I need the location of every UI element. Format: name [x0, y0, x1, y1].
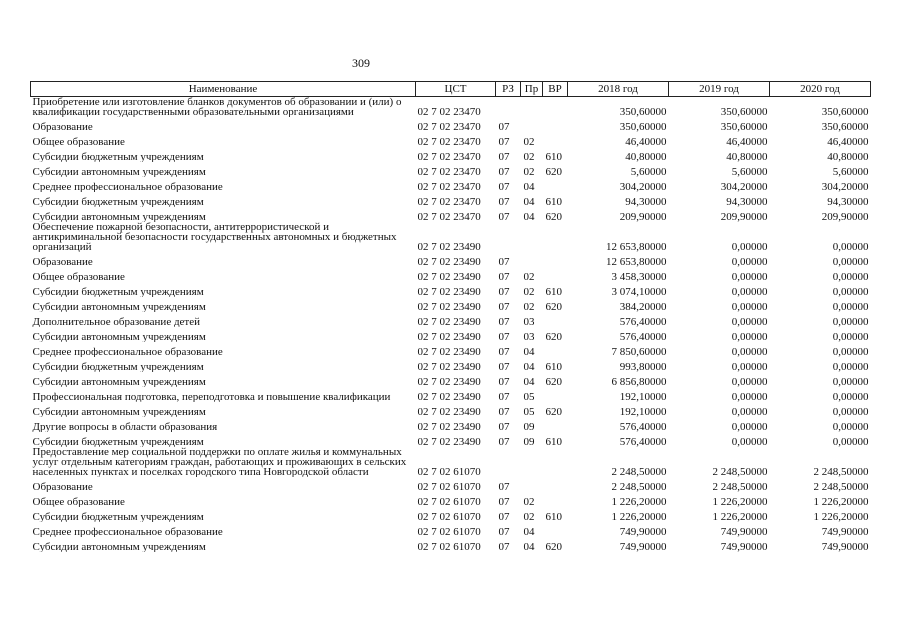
cell-rz: 07	[498, 421, 510, 432]
cell-2020: 749,90000	[821, 526, 869, 537]
cell-2019: 5,60000	[731, 166, 768, 177]
cell-2019: 749,90000	[720, 541, 768, 552]
cell-2018: 749,90000	[619, 541, 667, 552]
header-name: Наименование	[31, 82, 416, 97]
cell-rz: 07	[498, 331, 510, 342]
cell-vr: 610	[545, 151, 562, 162]
cell-rz: 07	[498, 391, 510, 402]
cell-2019: 2 248,50000	[712, 481, 768, 492]
cell-rz: 07	[498, 361, 510, 372]
cell-2018: 5,60000	[630, 166, 667, 177]
cell-pr: 03	[523, 316, 535, 327]
table-row	[31, 522, 871, 537]
cell-2018: 12 653,80000	[606, 241, 667, 252]
cell-pr	[521, 97, 543, 118]
cell-rz: 07	[498, 121, 510, 132]
cell-cst: 02 7 02 61070	[417, 481, 481, 492]
cell-pr: 05	[523, 391, 535, 402]
cell-cst: 02 7 02 23490	[417, 286, 481, 297]
cell-vr	[543, 492, 568, 507]
cell-name: Субсидии автономным учреждениям	[32, 166, 206, 177]
table-row	[31, 297, 871, 312]
cell-2020: 0,00000	[832, 406, 869, 417]
cell-2018: 209,90000	[619, 211, 667, 222]
table-header-row	[31, 82, 871, 97]
cell-rz: 07	[498, 481, 510, 492]
cell-pr: 04	[523, 376, 535, 387]
cell-vr	[543, 342, 568, 357]
table-row	[31, 372, 871, 387]
cell-vr: 620	[545, 331, 562, 342]
cell-vr: 620	[545, 541, 562, 552]
cell-2020: 749,90000	[821, 541, 869, 552]
cell-rz: 07	[498, 151, 510, 162]
cell-name: Среднее профессиональное образование	[32, 526, 223, 537]
table-row	[31, 507, 871, 522]
cell-rz: 07	[498, 211, 510, 222]
table-row	[31, 267, 871, 282]
cell-2019: 40,80000	[726, 151, 768, 162]
cell-cst: 02 7 02 23490	[417, 241, 481, 252]
cell-cst: 02 7 02 23490	[417, 331, 481, 342]
cell-pr: 02	[523, 271, 535, 282]
cell-name: Приобретение или изготовление бланков документов об образовании и (или) о квалификации государственными образовательными организациями	[32, 96, 402, 117]
header-rz: РЗ	[496, 82, 521, 97]
cell-cst: 02 7 02 23470	[417, 121, 481, 132]
cell-name: Образование	[32, 121, 93, 132]
cell-2019: 304,20000	[720, 181, 768, 192]
budget-table	[30, 81, 871, 552]
cell-pr: 03	[523, 331, 535, 342]
cell-2019: 0,00000	[731, 316, 768, 327]
cell-pr: 02	[523, 136, 535, 147]
table-row	[31, 117, 871, 132]
cell-vr: 620	[545, 406, 562, 417]
table-row	[31, 447, 871, 477]
cell-vr	[543, 132, 568, 147]
cell-cst: 02 7 02 61070	[417, 526, 481, 537]
cell-pr: 04	[523, 526, 535, 537]
cell-cst: 02 7 02 23470	[417, 196, 481, 207]
cell-2018: 7 850,60000	[611, 346, 667, 357]
cell-name: Субсидии автономным учреждениям	[32, 301, 206, 312]
cell-name: Общее образование	[32, 271, 125, 282]
table-row	[31, 222, 871, 252]
cell-pr: 02	[523, 511, 535, 522]
cell-pr: 09	[523, 436, 535, 447]
cell-rz: 07	[498, 196, 510, 207]
cell-name: Другие вопросы в области образования	[32, 421, 218, 432]
cell-cst: 02 7 02 23470	[417, 166, 481, 177]
cell-pr: 04	[523, 181, 535, 192]
cell-2019: 0,00000	[731, 346, 768, 357]
cell-rz	[496, 447, 521, 477]
cell-cst: 02 7 02 23470	[417, 181, 481, 192]
cell-2018: 192,10000	[619, 391, 667, 402]
table-row	[31, 207, 871, 222]
table-row	[31, 492, 871, 507]
cell-name: Субсидии автономным учреждениям	[32, 376, 206, 387]
table-row	[31, 357, 871, 372]
cell-name: Субсидии бюджетным учреждениям	[32, 151, 204, 162]
cell-2018: 749,90000	[619, 526, 667, 537]
cell-2020: 46,40000	[827, 136, 869, 147]
cell-vr	[543, 177, 568, 192]
cell-cst: 02 7 02 23470	[417, 106, 481, 117]
cell-2020: 2 248,50000	[813, 481, 869, 492]
cell-rz: 07	[498, 376, 510, 387]
cell-vr	[543, 117, 568, 132]
cell-2020: 209,90000	[821, 211, 869, 222]
cell-2020: 0,00000	[832, 286, 869, 297]
cell-rz: 07	[498, 541, 510, 552]
cell-name: Субсидии бюджетным учреждениям	[32, 196, 204, 207]
cell-vr	[543, 97, 568, 118]
cell-vr: 610	[545, 436, 562, 447]
cell-cst: 02 7 02 23490	[417, 376, 481, 387]
cell-name: Общее образование	[32, 136, 125, 147]
cell-2020: 1 226,20000	[813, 496, 869, 507]
cell-2019: 209,90000	[720, 211, 768, 222]
table-row	[31, 342, 871, 357]
cell-cst: 02 7 02 23490	[417, 391, 481, 402]
cell-2019: 350,60000	[720, 106, 768, 117]
cell-vr	[543, 447, 568, 477]
cell-2020: 0,00000	[832, 316, 869, 327]
cell-pr: 02	[523, 151, 535, 162]
cell-pr: 05	[523, 406, 535, 417]
cell-cst: 02 7 02 23490	[417, 421, 481, 432]
table-row	[31, 312, 871, 327]
cell-pr	[521, 117, 543, 132]
cell-2020: 350,60000	[821, 106, 869, 117]
cell-2019: 94,30000	[726, 196, 768, 207]
table-row	[31, 252, 871, 267]
cell-rz	[496, 97, 521, 118]
cell-pr: 04	[523, 196, 535, 207]
cell-vr	[543, 477, 568, 492]
cell-2018: 576,40000	[619, 436, 667, 447]
table-row	[31, 162, 871, 177]
cell-2019: 0,00000	[731, 256, 768, 267]
cell-2018: 576,40000	[619, 331, 667, 342]
cell-name: Субсидии автономным учреждениям	[32, 406, 206, 417]
cell-rz: 07	[498, 526, 510, 537]
cell-2018: 6 856,80000	[611, 376, 667, 387]
cell-rz: 07	[498, 301, 510, 312]
table-row	[31, 147, 871, 162]
table-row	[31, 402, 871, 417]
cell-2020: 0,00000	[832, 421, 869, 432]
cell-2018: 576,40000	[619, 421, 667, 432]
cell-vr	[543, 222, 568, 252]
cell-pr: 04	[523, 361, 535, 372]
header-2019: 2019 год	[669, 82, 770, 97]
cell-pr	[521, 252, 543, 267]
header-pr: Пр	[521, 82, 543, 97]
cell-2019: 2 248,50000	[712, 466, 768, 477]
table-row	[31, 417, 871, 432]
cell-2020: 0,00000	[832, 436, 869, 447]
cell-pr: 02	[523, 496, 535, 507]
cell-vr	[543, 417, 568, 432]
cell-2018: 384,20000	[619, 301, 667, 312]
cell-name: Субсидии автономным учреждениям	[32, 541, 206, 552]
cell-name: Субсидии автономным учреждениям	[32, 211, 206, 222]
cell-cst: 02 7 02 61070	[417, 511, 481, 522]
table-row	[31, 97, 871, 118]
cell-name: Предоставление мер социальной поддержки по оплате жилья и коммунальных услуг отдельным категориям граждан, работающих и проживающих в сельских населенных пунктах и поселках городского типа Новгородской области	[32, 447, 407, 477]
cell-vr	[543, 252, 568, 267]
cell-vr: 620	[545, 211, 562, 222]
cell-2018: 2 248,50000	[611, 481, 667, 492]
cell-2019: 0,00000	[731, 286, 768, 297]
cell-2020: 94,30000	[827, 196, 869, 207]
cell-2019: 46,40000	[726, 136, 768, 147]
cell-name: Образование	[32, 481, 93, 492]
cell-pr: 02	[523, 166, 535, 177]
cell-cst: 02 7 02 61070	[417, 496, 481, 507]
cell-cst: 02 7 02 23490	[417, 361, 481, 372]
cell-cst: 02 7 02 23490	[417, 406, 481, 417]
cell-2020: 1 226,20000	[813, 511, 869, 522]
cell-2019: 1 226,20000	[712, 511, 768, 522]
cell-2018: 3 074,10000	[611, 286, 667, 297]
cell-name: Субсидии бюджетным учреждениям	[32, 361, 204, 372]
page-number: 309	[352, 56, 370, 70]
cell-name: Общее образование	[32, 496, 125, 507]
cell-2020: 304,20000	[821, 181, 869, 192]
cell-2018: 2 248,50000	[611, 466, 667, 477]
cell-cst: 02 7 02 23490	[417, 271, 481, 282]
cell-2018: 350,60000	[619, 121, 667, 132]
cell-2019: 0,00000	[731, 406, 768, 417]
cell-pr	[521, 222, 543, 252]
cell-cst: 02 7 02 23490	[417, 256, 481, 267]
cell-vr: 610	[545, 511, 562, 522]
table-row	[31, 177, 871, 192]
cell-cst: 02 7 02 23490	[417, 301, 481, 312]
cell-2019: 0,00000	[731, 331, 768, 342]
table-row	[31, 282, 871, 297]
cell-vr: 620	[545, 376, 562, 387]
cell-rz: 07	[498, 256, 510, 267]
cell-cst: 02 7 02 23490	[417, 346, 481, 357]
cell-vr	[543, 312, 568, 327]
cell-2018: 40,80000	[625, 151, 667, 162]
cell-vr: 610	[545, 286, 562, 297]
cell-pr: 02	[523, 286, 535, 297]
cell-2018: 46,40000	[625, 136, 667, 147]
cell-cst: 02 7 02 23490	[417, 436, 481, 447]
cell-2020: 5,60000	[832, 166, 869, 177]
cell-name: Среднее профессиональное образование	[32, 181, 223, 192]
cell-2020: 0,00000	[832, 241, 869, 252]
cell-2020: 2 248,50000	[813, 466, 869, 477]
cell-2019: 749,90000	[720, 526, 768, 537]
cell-rz: 07	[498, 271, 510, 282]
cell-name: Субсидии автономным учреждениям	[32, 331, 206, 342]
header-2018: 2018 год	[568, 82, 669, 97]
cell-pr: 04	[523, 211, 535, 222]
cell-cst: 02 7 02 23470	[417, 136, 481, 147]
cell-2020: 0,00000	[832, 271, 869, 282]
cell-pr: 04	[523, 541, 535, 552]
cell-name: Образование	[32, 256, 93, 267]
cell-cst: 02 7 02 61070	[417, 541, 481, 552]
cell-rz: 07	[498, 436, 510, 447]
cell-2020: 0,00000	[832, 361, 869, 372]
cell-2019: 1 226,20000	[712, 496, 768, 507]
budget-table-container	[30, 81, 870, 552]
cell-rz: 07	[498, 346, 510, 357]
cell-2019: 0,00000	[731, 421, 768, 432]
cell-2018: 576,40000	[619, 316, 667, 327]
table-row	[31, 192, 871, 207]
cell-rz: 07	[498, 286, 510, 297]
cell-cst: 02 7 02 23470	[417, 211, 481, 222]
cell-rz	[496, 222, 521, 252]
cell-2020: 40,80000	[827, 151, 869, 162]
cell-rz: 07	[498, 316, 510, 327]
table-row	[31, 432, 871, 447]
header-vr: ВР	[543, 82, 568, 97]
cell-cst: 02 7 02 23470	[417, 151, 481, 162]
cell-vr	[543, 387, 568, 402]
table-row	[31, 327, 871, 342]
cell-2020: 350,60000	[821, 121, 869, 132]
cell-vr: 610	[545, 361, 562, 372]
table-body	[31, 97, 871, 553]
cell-2018: 12 653,80000	[606, 256, 667, 267]
cell-2018: 350,60000	[619, 106, 667, 117]
cell-vr	[543, 267, 568, 282]
cell-vr	[543, 522, 568, 537]
cell-name: Субсидии бюджетным учреждениям	[32, 511, 204, 522]
cell-2019: 0,00000	[731, 241, 768, 252]
cell-pr: 09	[523, 421, 535, 432]
cell-name: Дополнительное образование детей	[32, 316, 201, 327]
cell-2019: 350,60000	[720, 121, 768, 132]
cell-2020: 0,00000	[832, 331, 869, 342]
cell-2019: 0,00000	[731, 271, 768, 282]
cell-name: Профессиональная подготовка, переподготовка и повышение квалификации	[32, 391, 391, 402]
cell-name: Среднее профессиональное образование	[32, 346, 223, 357]
table-row	[31, 132, 871, 147]
cell-rz: 07	[498, 136, 510, 147]
table-row	[31, 477, 871, 492]
cell-cst: 02 7 02 23490	[417, 316, 481, 327]
cell-vr: 620	[545, 301, 562, 312]
cell-pr: 02	[523, 301, 535, 312]
cell-rz: 07	[498, 406, 510, 417]
cell-vr: 620	[545, 166, 562, 177]
cell-2018: 1 226,20000	[611, 511, 667, 522]
cell-2018: 3 458,30000	[611, 271, 667, 282]
cell-2019: 0,00000	[731, 301, 768, 312]
cell-name: Обеспечение пожарной безопасности, антитеррористической и антикриминальной безопасности государственных автономных и бюджетных организаций	[32, 222, 397, 252]
cell-cst: 02 7 02 61070	[417, 466, 481, 477]
cell-2020: 0,00000	[832, 256, 869, 267]
cell-2018: 304,20000	[619, 181, 667, 192]
cell-rz: 07	[498, 496, 510, 507]
cell-2020: 0,00000	[832, 376, 869, 387]
table-row	[31, 537, 871, 552]
cell-2018: 192,10000	[619, 406, 667, 417]
cell-2020: 0,00000	[832, 346, 869, 357]
cell-pr	[521, 477, 543, 492]
cell-pr	[521, 447, 543, 477]
cell-rz: 07	[498, 166, 510, 177]
cell-2019: 0,00000	[731, 376, 768, 387]
cell-2019: 0,00000	[731, 361, 768, 372]
cell-2018: 993,80000	[619, 361, 667, 372]
cell-vr: 610	[545, 196, 562, 207]
cell-2018: 1 226,20000	[611, 496, 667, 507]
cell-2018: 94,30000	[625, 196, 667, 207]
header-cst: ЦСТ	[416, 82, 496, 97]
header-2020: 2020 год	[770, 82, 871, 97]
cell-name: Субсидии бюджетным учреждениям	[32, 436, 204, 447]
cell-2020: 0,00000	[832, 301, 869, 312]
cell-name: Субсидии бюджетным учреждениям	[32, 286, 204, 297]
cell-2020: 0,00000	[832, 391, 869, 402]
cell-2019: 0,00000	[731, 436, 768, 447]
cell-pr: 04	[523, 346, 535, 357]
table-row	[31, 387, 871, 402]
cell-rz: 07	[498, 181, 510, 192]
cell-2019: 0,00000	[731, 391, 768, 402]
cell-rz: 07	[498, 511, 510, 522]
